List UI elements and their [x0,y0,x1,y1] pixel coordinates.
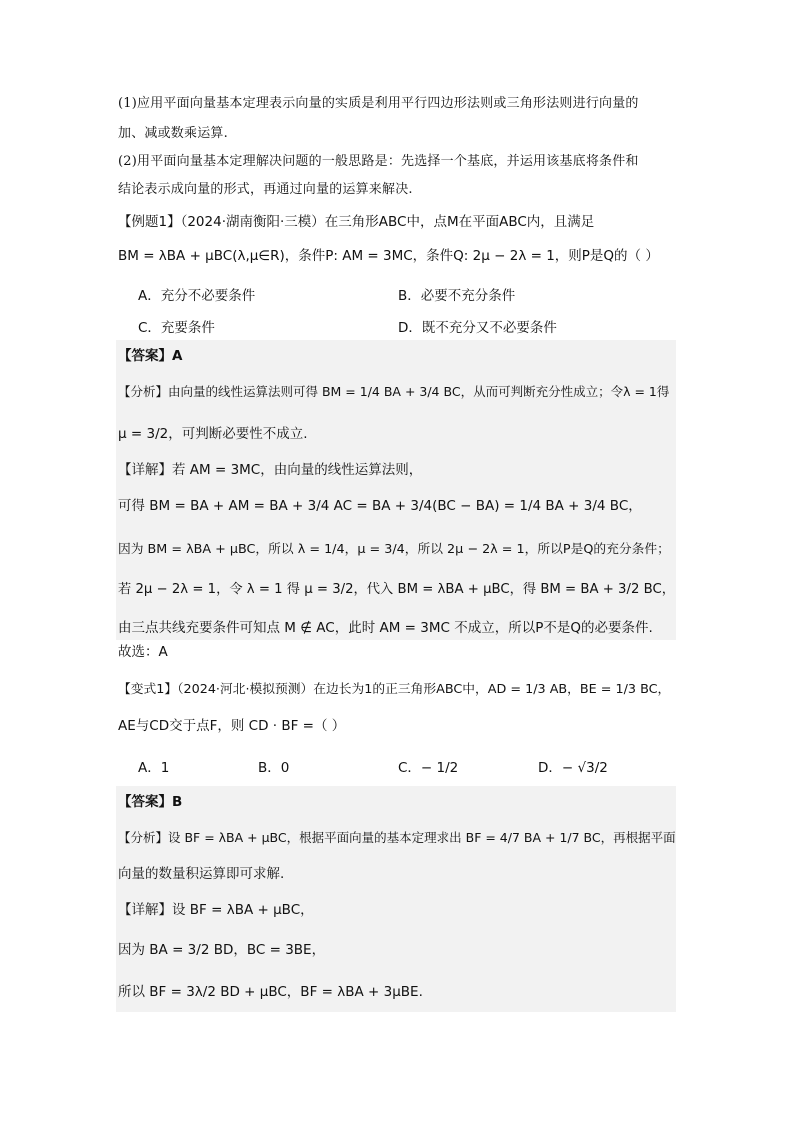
variant1-answer: 【答案】B [118,794,183,810]
example1-detail-line1: 【详解】若 AM = 3MC，由向量的线性运算法则， [118,462,423,478]
variant1-solution-block [116,786,676,1012]
intro-p1-line2: 加、减或数乘运算. [118,126,228,141]
variant1-analysis-line1: 【分析】设 BF = λBA + μBC，根据平面向量的基本定理求出 BF = 4/7 BA + 1/7 BC，再根据平面 [118,830,676,845]
example1-answer: 【答案】A [118,348,183,364]
example1-analysis-line2: μ = 3/2，可判断必要性不成立. [118,426,308,442]
example1-detail-line4: 若 2μ − 2λ = 1，令 λ = 1 得 μ = 3/2，代入 BM = λBA + μBC，得 BM = BA + 3/2 BC， [118,582,675,597]
example1-option-d: D．既不充分又不必要条件 [398,320,557,336]
example1-stem-line1: 【例题1】（2024·湖南衡阳·三模）在三角形ABC中，点M在平面ABC内，且满足 [118,214,595,230]
example1-option-a: A．充分不必要条件 [138,288,256,304]
intro-p2-line1: (2)用平面向量基本定理解决问题的一般思路是：先选择一个基底，并运用该基底将条件和 [118,154,639,169]
variant1-option-b: B．0 [258,760,290,776]
example1-analysis-line1: 【分析】由向量的线性运算法则可得 BM = 1/4 BA + 3/4 BC，从而可判断充分性成立；令λ = 1得 [118,384,670,399]
intro-p1-line1: (1)应用平面向量基本定理表示向量的实质是利用平行四边形法则或三角形法则进行向量的 [118,96,639,111]
example1-option-c: C．充要条件 [138,320,215,336]
example1-detail-line2: 可得 BM = BA + AM = BA + 3/4 AC = BA + 3/4(BC − BA) = 1/4 BA + 3/4 BC， [118,498,642,514]
variant1-detail-line1: 【详解】设 BF = λBA + μBC， [118,902,314,918]
example1-detail-line3: 因为 BM = λBA + μBC，所以 λ = 1/4，μ = 3/4，所以 2μ − 2λ = 1，所以P是Q的充分条件； [118,542,670,557]
example1-detail-line5: 由三点共线充要条件可知点 M ∉ AC，此时 AM = 3MC 不成立，所以P不是Q的必要条件. [118,620,653,636]
variant1-detail-line3: 所以 BF = 3λ/2 BD + μBC，BF = λBA + 3μBE. [118,984,423,1000]
example1-option-b: B．必要不充分条件 [398,288,516,304]
variant1-stem-line2: AE与CD交于点F，则 CD · BF =（ ） [118,718,346,734]
example1-stem-line2: BM = λBA + μBC(λ,μ∈R)，条件P: AM = 3MC，条件Q: 2μ − 2λ = 1，则P是Q的（ ） [118,248,659,264]
variant1-option-a: A．1 [138,760,170,776]
variant1-analysis-line2: 向量的数量积运算即可求解. [118,866,285,882]
variant1-option-c: C．− 1/2 [398,760,459,776]
intro-p2-line2: 结论表示成向量的形式，再通过向量的运算来解决. [118,182,413,197]
variant1-detail-line2: 因为 BA = 3/2 BD，BC = 3BE， [118,942,326,958]
variant1-option-d: D．− √3/2 [538,760,608,776]
example1-conclusion: 故选：A [118,644,168,660]
variant1-stem-line1: 【变式1】（2024·河北·模拟预测）在边长为1的正三角形ABC中，AD = 1/3 AB，BE = 1/3 BC， [118,682,671,697]
